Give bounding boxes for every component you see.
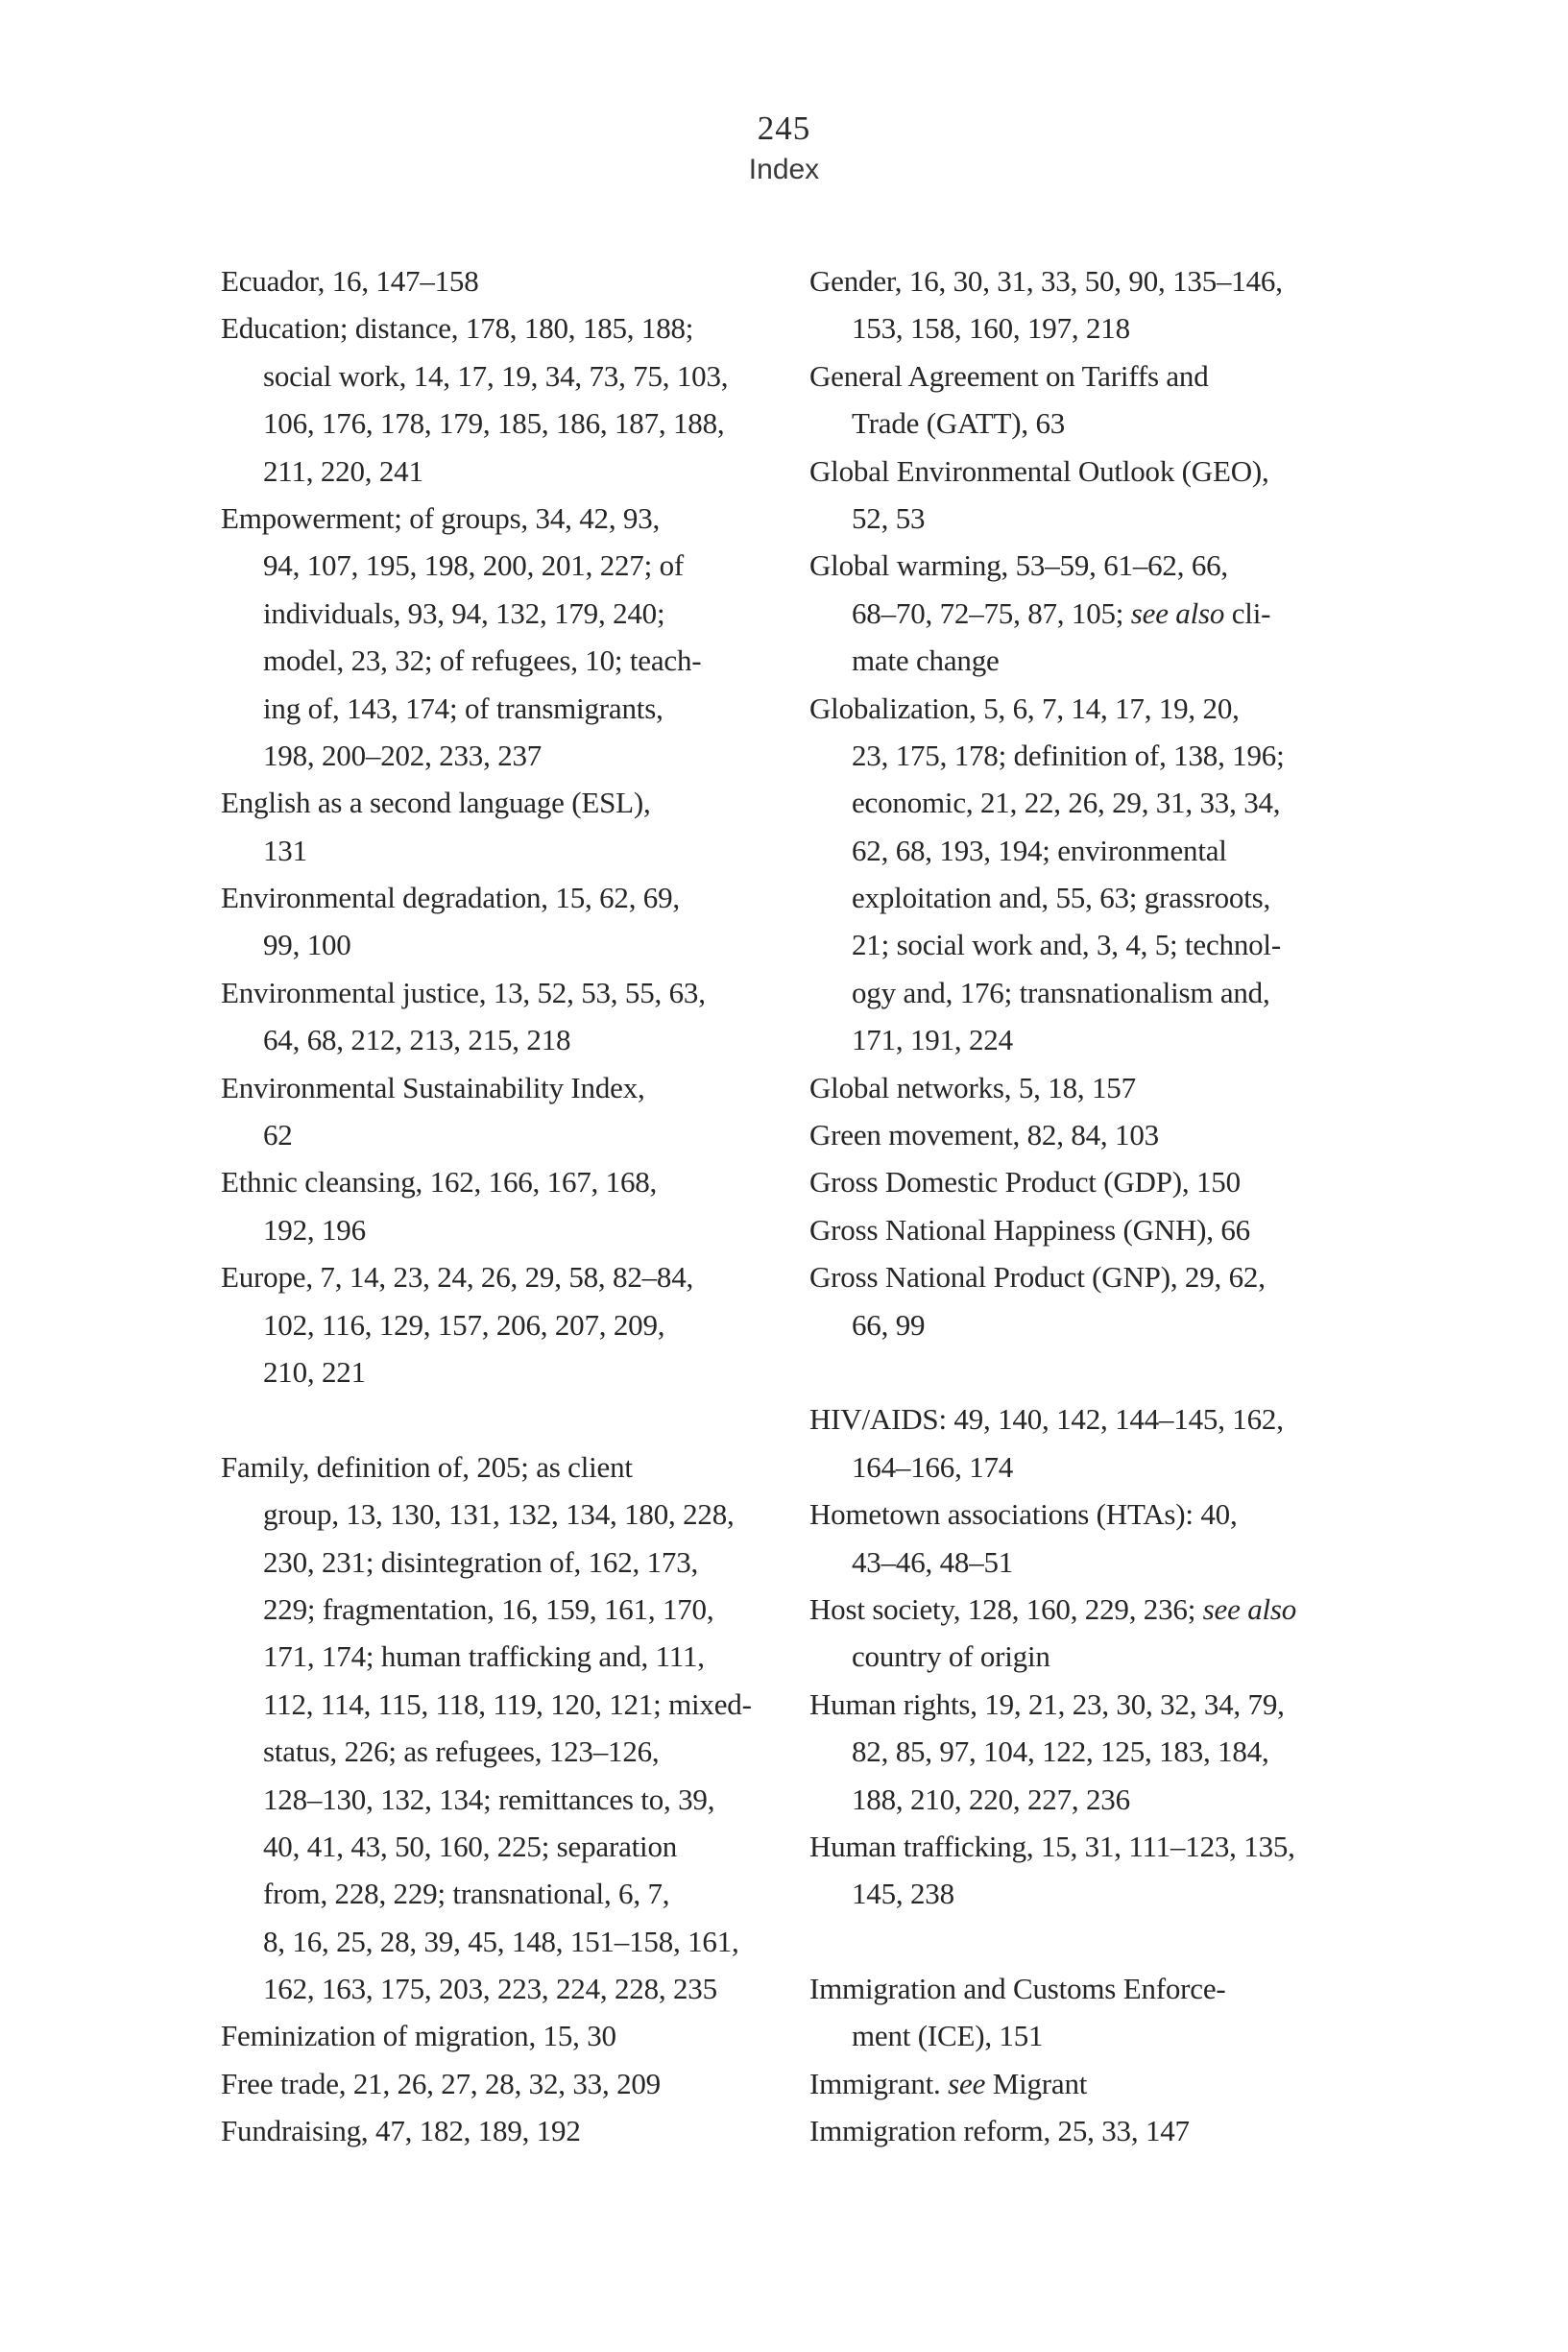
line-segment: Family, definition of, 205; as client — [221, 1449, 633, 1484]
line-segment: Immigration reform, 25, 33, 147 — [809, 2114, 1190, 2148]
index-line — [809, 1965, 1400, 2012]
line-segment: 131 — [263, 833, 307, 867]
index-line — [809, 1870, 1400, 1917]
index-line — [221, 1539, 802, 1586]
line-segment: 106, 176, 178, 179, 185, 186, 187, 188, — [263, 406, 725, 441]
index-line — [809, 2012, 1400, 2059]
index-line — [809, 1681, 1400, 1728]
line-segment: Ecuador, 16, 147–158 — [221, 264, 479, 298]
index-line — [809, 732, 1400, 779]
index-line — [221, 1348, 802, 1395]
index-line — [809, 1728, 1400, 1775]
index-line — [809, 921, 1400, 968]
line-segment: Human rights, 19, 21, 23, 30, 32, 34, 79, — [809, 1686, 1285, 1721]
line-segment: 211, 220, 241 — [263, 453, 423, 488]
index-line — [221, 495, 802, 542]
index-line — [809, 1823, 1400, 1870]
index-line — [809, 2107, 1400, 2154]
line-segment: 128–130, 132, 134; remittances to, 39, — [263, 1782, 715, 1816]
index-line — [221, 1064, 802, 1111]
index-column-right — [809, 257, 1400, 2155]
index-line — [221, 1016, 802, 1063]
index-line — [221, 1158, 802, 1205]
index-line — [809, 1016, 1400, 1063]
index-line — [221, 1301, 802, 1348]
index-line — [809, 2060, 1400, 2107]
line-segment: Green movement, 82, 84, 103 — [809, 1118, 1159, 1152]
index-line — [221, 827, 802, 874]
line-segment: 145, 238 — [852, 1877, 954, 1911]
line-segment: General Agreement on Tariffs and — [809, 358, 1209, 393]
index-line — [809, 590, 1400, 637]
index-line — [809, 448, 1400, 495]
line-segment: 198, 200–202, 233, 237 — [263, 738, 543, 772]
line-segment: Free trade, 21, 26, 27, 28, 32, 33, 209 — [221, 2066, 661, 2100]
line-segment: Ethnic cleansing, 162, 166, 167, 168, — [221, 1165, 658, 1200]
index-line — [809, 779, 1400, 826]
cross-reference: see — [948, 2066, 986, 2100]
index-line — [221, 1253, 802, 1300]
line-segment: from, 228, 229; transnational, 6, 7, — [263, 1877, 670, 1911]
line-segment: Immigration and Customs Enforce- — [809, 1972, 1226, 2006]
index-line — [221, 2012, 802, 2059]
line-segment: 153, 158, 160, 197, 218 — [852, 311, 1130, 346]
page-title: Index — [748, 154, 820, 185]
index-line — [809, 257, 1400, 304]
line-segment: Environmental justice, 13, 52, 53, 55, 63, — [221, 975, 706, 1009]
index-line — [221, 637, 802, 684]
index-line — [221, 400, 802, 447]
line-segment: Gender, 16, 30, 31, 33, 50, 90, 135–146, — [809, 264, 1283, 298]
line-segment: 188, 210, 220, 227, 236 — [852, 1782, 1130, 1816]
line-segment: Environmental degradation, 15, 62, 69, — [221, 881, 680, 915]
index-line — [809, 827, 1400, 874]
line-segment: HIV/AIDS: 49, 140, 142, 144–145, 162, — [809, 1402, 1284, 1437]
index-line — [221, 448, 802, 495]
index-line — [221, 1965, 802, 2012]
index-line — [221, 1491, 802, 1538]
index-line — [221, 352, 802, 400]
line-segment: 43–46, 48–51 — [852, 1544, 1014, 1579]
index-line — [809, 304, 1400, 352]
line-segment: Education; distance, 178, 180, 185, 188; — [221, 311, 694, 346]
index-line — [221, 304, 802, 352]
cross-reference: see also — [1202, 1591, 1297, 1626]
line-segment: individuals, 93, 94, 132, 179, 240; — [263, 595, 665, 630]
line-segment: 171, 174; human trafficking and, 111, — [263, 1639, 705, 1674]
line-segment: Hometown associations (HTAs): 40, — [809, 1497, 1238, 1532]
index-line — [221, 1823, 802, 1870]
index-line — [809, 1111, 1400, 1158]
line-segment: group, 13, 130, 131, 132, 134, 180, 228, — [263, 1497, 735, 1532]
index-line — [809, 1158, 1400, 1205]
line-segment: 210, 221 — [263, 1354, 366, 1389]
index-line — [221, 1633, 802, 1680]
line-segment: English as a second language (ESL), — [221, 786, 651, 820]
line-segment: 64, 68, 212, 213, 215, 218 — [263, 1023, 571, 1057]
index-line — [221, 1443, 802, 1491]
line-segment: 102, 116, 129, 157, 206, 207, 209, — [263, 1307, 665, 1342]
index-line — [221, 542, 802, 589]
index-line — [809, 874, 1400, 921]
line-segment: Trade (GATT), 63 — [852, 406, 1066, 441]
line-segment: 112, 114, 115, 118, 119, 120, 121; mixed- — [263, 1686, 752, 1721]
line-segment: Host society, 128, 160, 229, 236; — [809, 1591, 1203, 1626]
line-segment: 40, 41, 43, 50, 160, 225; separation — [263, 1829, 678, 1863]
index-line — [221, 685, 802, 732]
line-segment: Global warming, 53–59, 61–62, 66, — [809, 548, 1228, 583]
line-segment: ing of, 143, 174; of transmigrants, — [263, 691, 663, 725]
line-segment: 171, 191, 224 — [852, 1023, 1013, 1057]
line-segment: economic, 21, 22, 26, 29, 31, 33, 34, — [852, 786, 1281, 820]
line-segment: 23, 175, 178; definition of, 138, 196; — [852, 738, 1285, 772]
line-segment: 62 — [263, 1118, 293, 1152]
index-line — [809, 1443, 1400, 1491]
line-segment: 52, 53 — [852, 500, 926, 535]
line-segment: 68–70, 72–75, 87, 105; — [852, 595, 1131, 630]
index-line — [809, 1586, 1400, 1633]
index-line — [809, 400, 1400, 447]
index-line — [809, 1064, 1400, 1111]
blank-line — [221, 1395, 802, 1443]
line-segment: 164–166, 174 — [852, 1449, 1014, 1484]
index-line — [809, 1253, 1400, 1300]
index-line — [221, 1870, 802, 1917]
line-segment: 21; social work and, 3, 4, 5; technol- — [852, 928, 1281, 962]
line-segment: Gross National Product (GNP), 29, 62, — [809, 1260, 1266, 1295]
line-segment: Gross Domestic Product (GDP), 150 — [809, 1165, 1241, 1200]
line-segment: 229; fragmentation, 16, 159, 161, 170, — [263, 1591, 714, 1626]
line-segment: 8, 16, 25, 28, 39, 45, 148, 151–158, 161, — [263, 1924, 739, 1958]
line-segment: Global Environmental Outlook (GEO), — [809, 453, 1269, 488]
index-line — [809, 685, 1400, 732]
index-line — [221, 874, 802, 921]
line-segment: country of origin — [852, 1639, 1050, 1674]
index-line — [221, 732, 802, 779]
line-segment: Empowerment; of groups, 34, 42, 93, — [221, 500, 661, 535]
index-line — [809, 1301, 1400, 1348]
index-line — [809, 542, 1400, 589]
index-line — [221, 1681, 802, 1728]
page-number: 245 — [757, 109, 811, 147]
line-segment: ogy and, 176; transnationalism and, — [852, 975, 1270, 1009]
index-line — [221, 1728, 802, 1775]
line-segment: ment (ICE), 151 — [852, 2019, 1044, 2053]
index-line — [809, 1539, 1400, 1586]
line-segment: social work, 14, 17, 19, 34, 73, 75, 103, — [263, 358, 729, 393]
index-line — [809, 1491, 1400, 1538]
index-line — [221, 969, 802, 1016]
line-segment: status, 226; as refugees, 123–126, — [263, 1734, 660, 1769]
index-line — [221, 1918, 802, 1965]
index-line — [809, 1633, 1400, 1680]
index-line — [221, 921, 802, 968]
line-segment: model, 23, 32; of refugees, 10; teach- — [263, 643, 702, 678]
index-line — [221, 590, 802, 637]
line-segment: Immigrant. — [809, 2066, 949, 2100]
line-segment: Globalization, 5, 6, 7, 14, 17, 19, 20, — [809, 691, 1240, 725]
index-line — [221, 1111, 802, 1158]
index-line — [809, 352, 1400, 400]
index-line — [809, 1776, 1400, 1823]
line-segment: 99, 100 — [263, 928, 351, 962]
index-line — [221, 1586, 802, 1633]
index-line — [221, 1206, 802, 1253]
index-line — [809, 969, 1400, 1016]
blank-line — [809, 1918, 1400, 1965]
index-line — [221, 257, 802, 304]
index-line — [809, 495, 1400, 542]
line-segment: Europe, 7, 14, 23, 24, 26, 29, 58, 82–84, — [221, 1260, 694, 1295]
line-segment: Feminization of migration, 15, 30 — [221, 2019, 616, 2053]
index-line — [809, 1395, 1400, 1443]
line-segment: exploitation and, 55, 63; grassroots, — [852, 881, 1271, 915]
index-line — [809, 637, 1400, 684]
index-line — [221, 779, 802, 826]
line-segment: 66, 99 — [852, 1307, 926, 1342]
line-segment: Fundraising, 47, 182, 189, 192 — [221, 2114, 581, 2148]
line-segment: 192, 196 — [263, 1212, 366, 1247]
line-segment: 94, 107, 195, 198, 200, 201, 227; of — [263, 548, 684, 583]
index-line — [221, 2060, 802, 2107]
index-line — [221, 2107, 802, 2154]
index-column-left — [221, 257, 802, 2155]
line-segment: 162, 163, 175, 203, 223, 224, 228, 235 — [263, 1972, 717, 2006]
line-segment: 82, 85, 97, 104, 122, 125, 183, 184, — [852, 1734, 1269, 1769]
line-segment: Gross National Happiness (GNH), 66 — [809, 1212, 1250, 1247]
cross-reference: see also — [1130, 595, 1225, 630]
line-segment: Environmental Sustainability Index, — [221, 1070, 645, 1104]
line-segment: 62, 68, 193, 194; environmental — [852, 833, 1227, 867]
line-segment: Migrant — [985, 2066, 1088, 2100]
line-segment: 230, 231; disintegration of, 162, 173, — [263, 1544, 699, 1579]
line-segment: mate change — [852, 643, 1000, 678]
index-line — [809, 1206, 1400, 1253]
line-segment: Global networks, 5, 18, 157 — [809, 1070, 1136, 1104]
blank-line — [809, 1348, 1400, 1395]
line-segment: Human trafficking, 15, 31, 111–123, 135, — [809, 1829, 1295, 1863]
index-line — [221, 1776, 802, 1823]
line-segment: cli- — [1224, 595, 1271, 630]
